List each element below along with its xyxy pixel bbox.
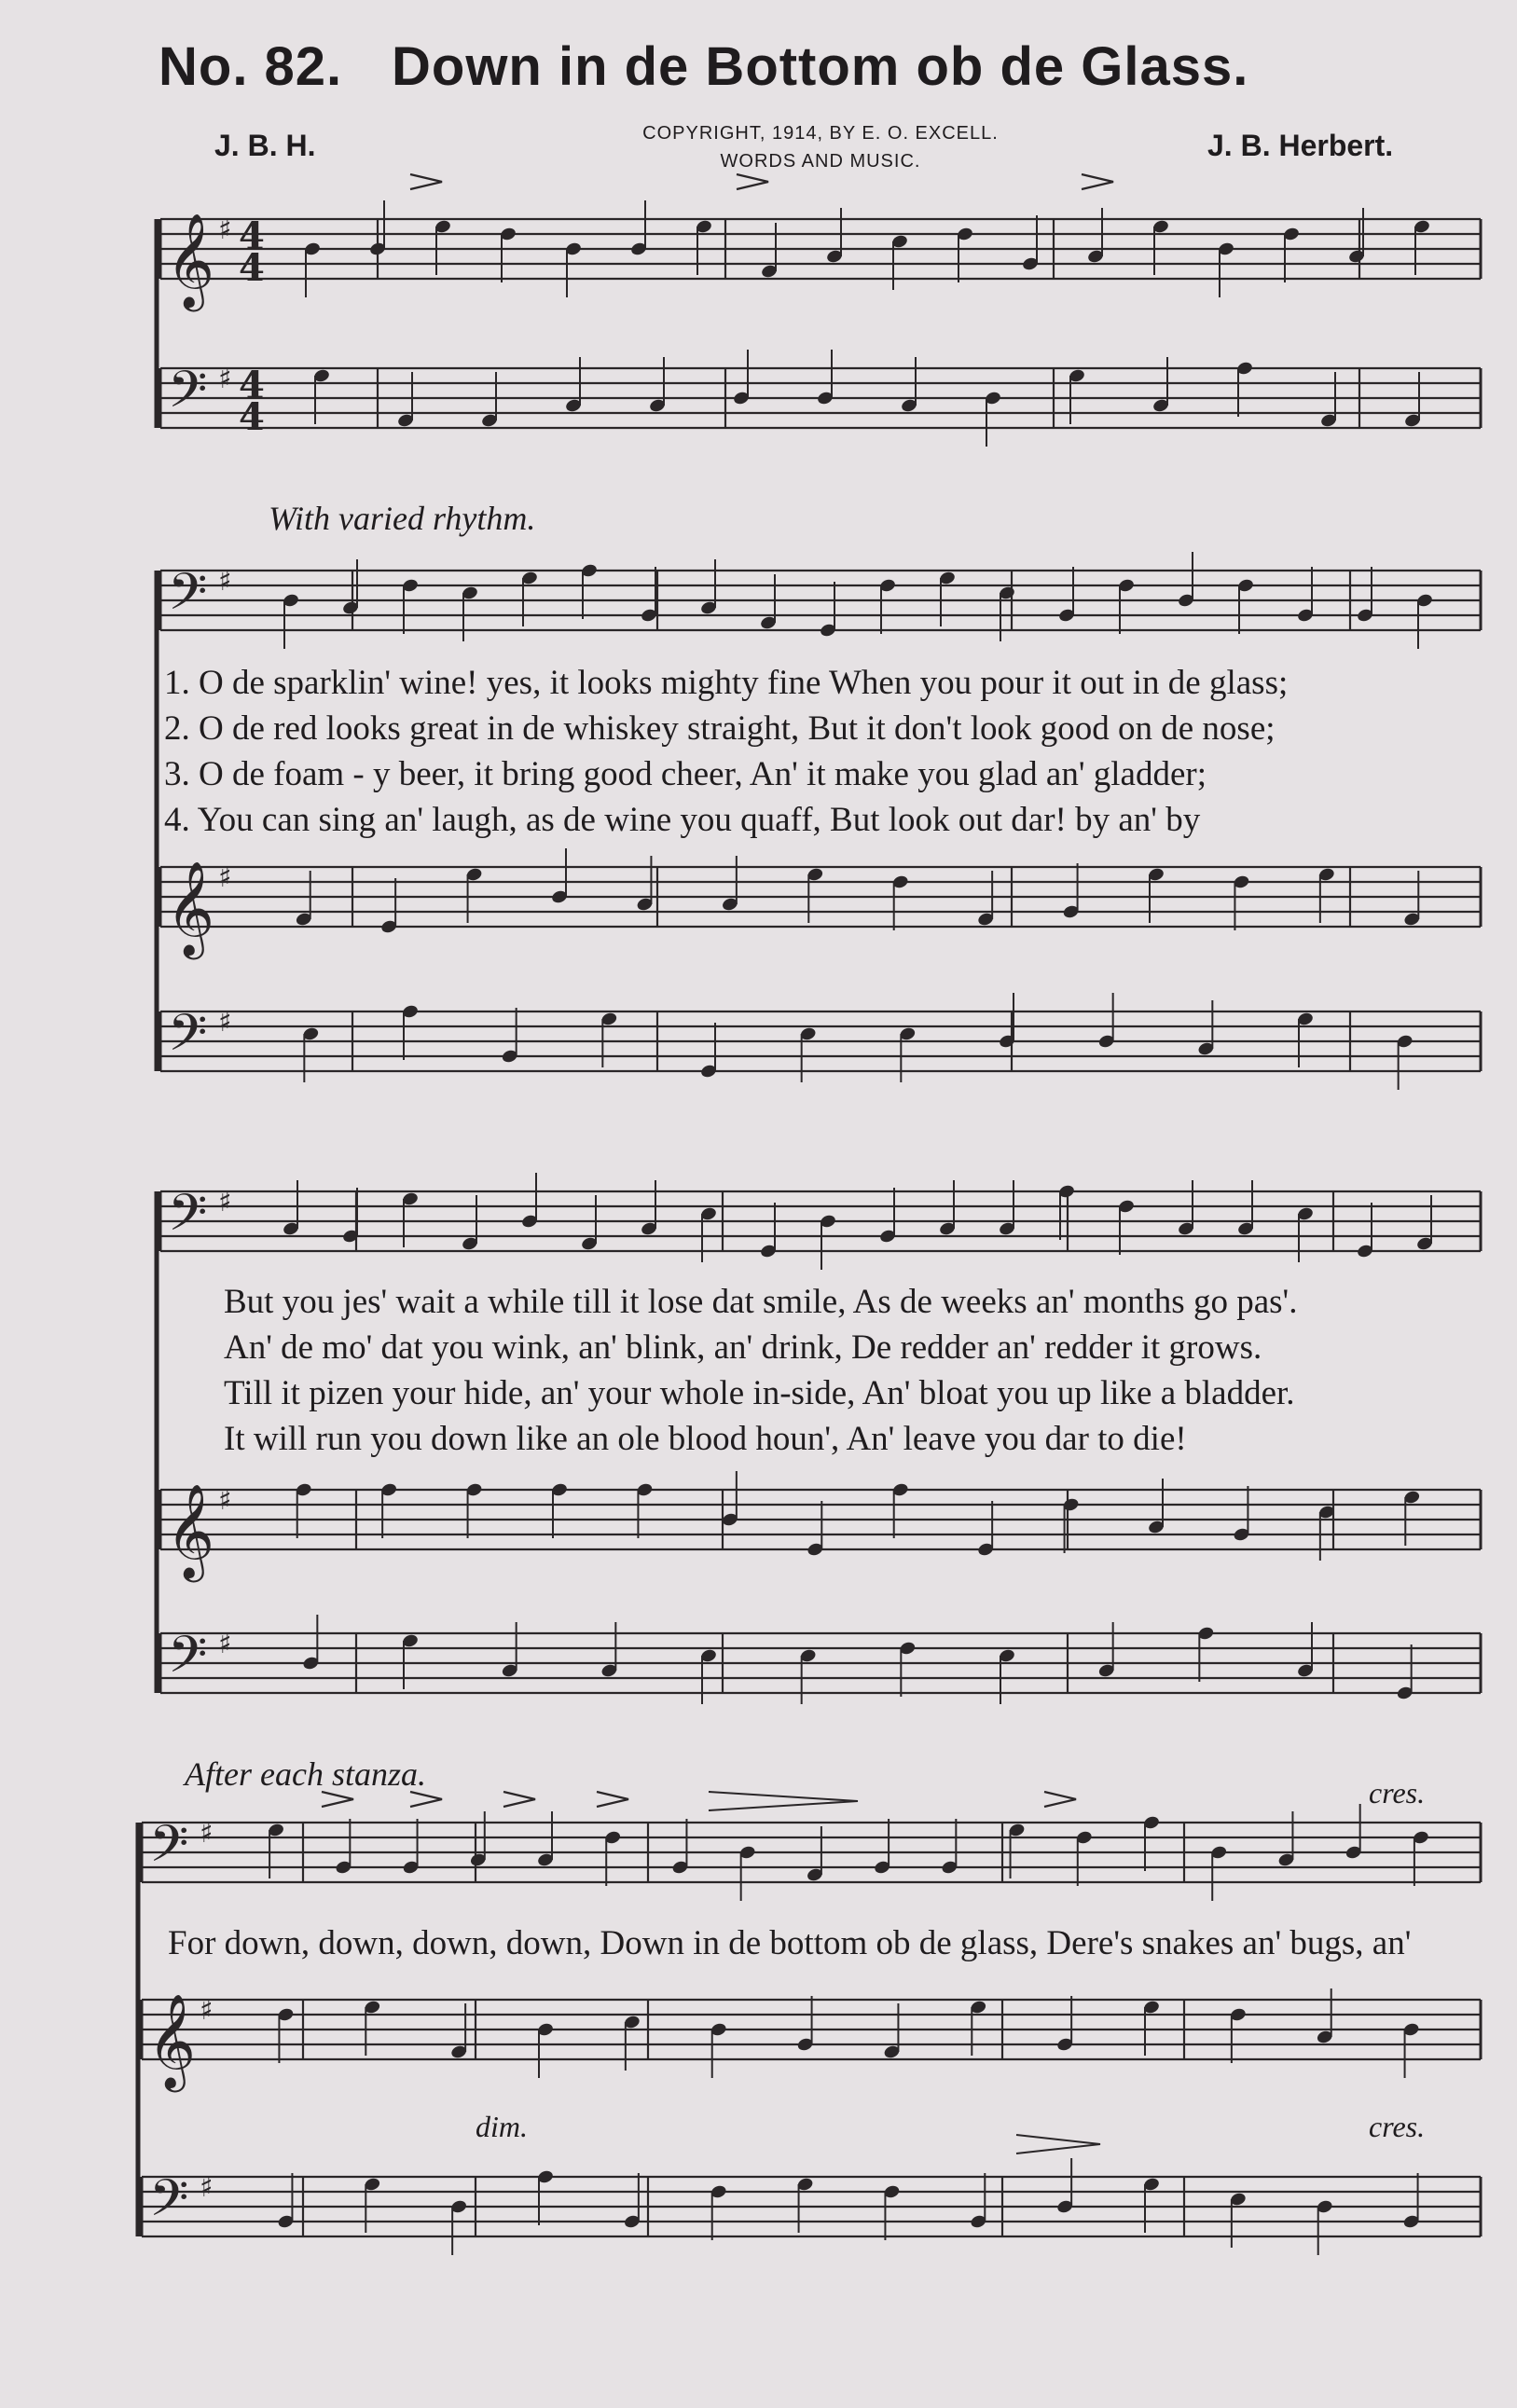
- sharp-key-icon: ♯: [218, 1185, 232, 1218]
- section-label-varied-rhythm: With varied rhythm.: [269, 500, 536, 537]
- verse-line: 2. O de red looks great in de whiskey straight, But it don't look good on de nose;: [164, 709, 1276, 748]
- copyright-line-1: COPYRIGHT, 1914, BY E. O. EXCELL.: [642, 123, 999, 144]
- time-signature-bottom: 4: [239, 395, 265, 439]
- sharp-key-icon: ♯: [200, 1816, 214, 1850]
- verse-line: But you jes' wait a while till it lose dat smile, As de weeks an' months go pas'.: [224, 1283, 1298, 1321]
- dynamic-cres-top: cres.: [1369, 1776, 1426, 1809]
- sharp-key-icon: ♯: [218, 1005, 232, 1039]
- accent-mark: [1044, 1792, 1076, 1807]
- sharp-key-icon: ♯: [218, 362, 232, 395]
- bass-clef-icon: 𝄢: [168, 360, 208, 432]
- hymn-number: No. 82.: [159, 36, 343, 97]
- bass-clef-icon: 𝄢: [168, 1003, 208, 1075]
- accent-mark: [597, 1792, 628, 1807]
- accent-mark: [410, 174, 442, 189]
- verse-block-1: [164, 660, 1288, 843]
- bass-clef-icon: 𝄢: [168, 1183, 208, 1255]
- sharp-key-icon: ♯: [200, 1993, 214, 2027]
- hymn-title: Down in de Bottom ob de Glass.: [392, 36, 1249, 97]
- bass-clef-icon: 𝄢: [149, 2168, 189, 2240]
- verse-line: 4. You can sing an' laugh, as de wine you quaff, But look out dar! by an' by: [164, 801, 1201, 839]
- section-label-after-stanza: After each stanza.: [185, 1755, 426, 1793]
- lyricist-credit: J. B. H.: [214, 129, 316, 162]
- accent-mark: [737, 174, 768, 189]
- sharp-key-icon: ♯: [218, 564, 232, 598]
- copyright-line-2: WORDS AND MUSIC.: [720, 151, 921, 172]
- accent-mark: [410, 1792, 442, 1807]
- sharp-key-icon: ♯: [218, 1483, 232, 1517]
- accent-mark: [322, 1792, 353, 1807]
- time-signature-top: 4: [239, 364, 265, 407]
- sharp-key-icon: ♯: [218, 213, 232, 246]
- bass-clef-icon: 𝄢: [168, 1625, 208, 1697]
- treble-clef-icon: 𝄞: [147, 1992, 197, 2088]
- composer-credit: J. B. Herbert.: [1207, 129, 1394, 162]
- chorus-lyric: For down, down, down, down, Down in de bottom ob de glass, Dere's snakes an' bugs, an': [168, 1924, 1412, 1962]
- verse-line: It will run you down like an ole blood houn', An' leave you dar to die!: [224, 1420, 1187, 1458]
- verse-line: 1. O de sparklin' wine! yes, it looks mighty fine When you pour it out in de glass;: [164, 664, 1289, 702]
- accent-mark: [1082, 174, 1113, 189]
- treble-clef-icon: 𝄞: [166, 212, 215, 308]
- bass-clef-icon: 𝄢: [149, 1814, 189, 1886]
- hairpin-mark: [1016, 2135, 1100, 2153]
- time-signature-top: 4: [239, 214, 265, 258]
- verse-line: 3. O de foam - y beer, it bring good cheer, An' it make you glad an' gladder;: [164, 755, 1207, 793]
- accent-mark: [503, 1792, 535, 1807]
- treble-clef-icon: 𝄞: [166, 1482, 215, 1578]
- hairpin-mark: [709, 1792, 858, 1810]
- time-signature-bottom: 4: [239, 246, 265, 290]
- sharp-key-icon: ♯: [218, 860, 232, 894]
- bass-clef-icon: 𝄢: [168, 562, 208, 634]
- dynamic-cres-bottom: cres.: [1369, 2110, 1426, 2143]
- verse-line: An' de mo' dat you wink, an' blink, an' drink, De redder an' redder it grows.: [224, 1328, 1262, 1367]
- treble-clef-icon: 𝄞: [166, 860, 215, 956]
- verse-line: Till it pizen your hide, an' your whole in-side, An' bloat you up like a bladder.: [224, 1374, 1295, 1412]
- verse-block-2: [224, 1279, 1297, 1462]
- dynamic-dim: dim.: [476, 2110, 528, 2143]
- sharp-key-icon: ♯: [218, 1627, 232, 1660]
- sharp-key-icon: ♯: [200, 2170, 214, 2204]
